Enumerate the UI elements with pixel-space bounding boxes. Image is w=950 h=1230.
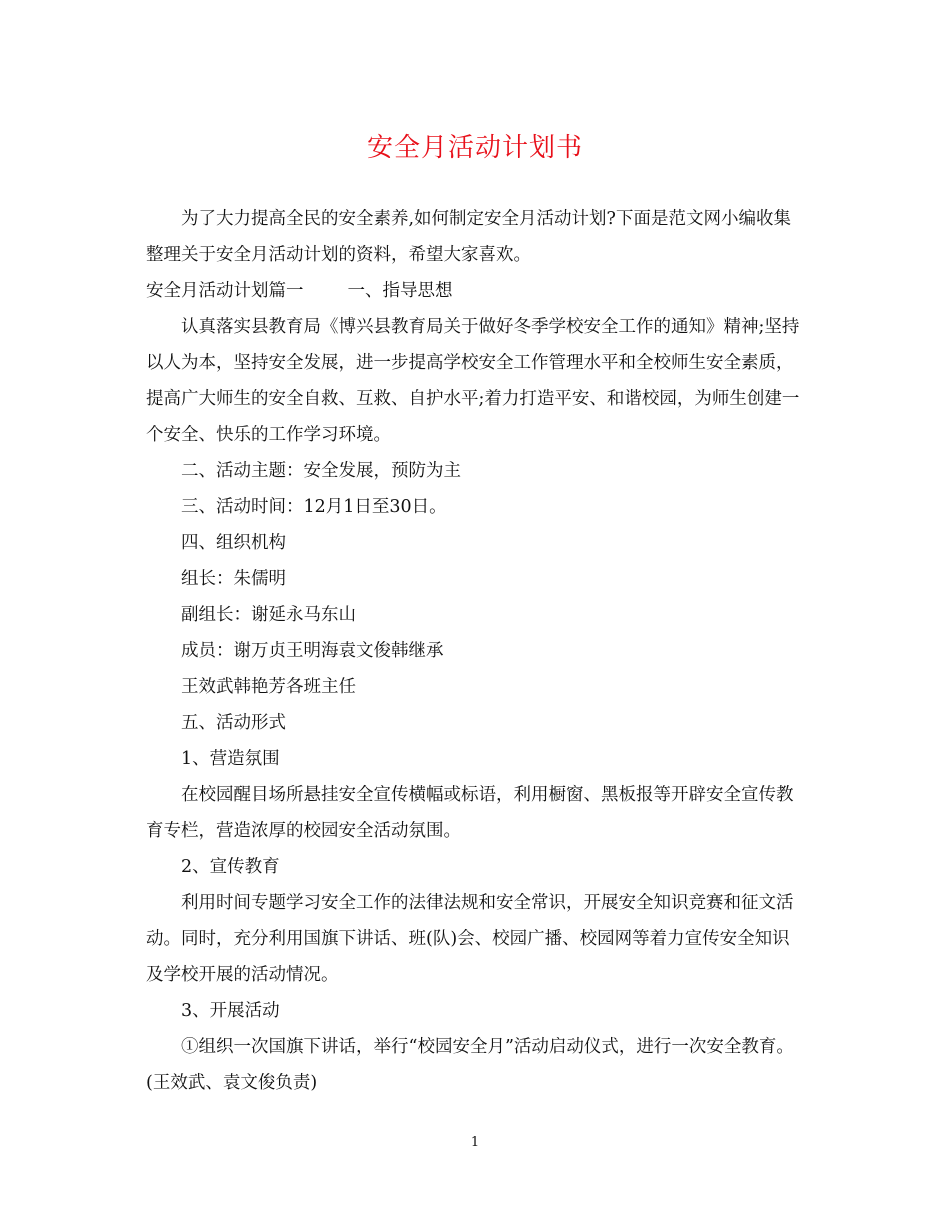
activity-time: 三、活动时间：12月1日至30日。 [181, 497, 447, 517]
group-leader: 组长：朱儒明 [181, 569, 286, 589]
activity-theme: 二、活动主题：安全发展，预防为主 [181, 461, 461, 481]
guiding-paragraph: 认真落实县教育局《博兴县教育局关于做好冬季学校安全工作的通知》精神;坚持以人为本，坚持安全发展，进一步提高学校安全工作管理水平和全校师生安全素质，提高广大师生的安全自救、互救、自护水平;着力打造平安、和谐校园，为师生创建一个安全、快乐的工作学习环境。 [146, 317, 800, 445]
intro-paragraph: 为了大力提高全民的安全素养,如何制定安全月活动计划?下面是范文网小编收集整理关于安全月活动计划的资料，希望大家喜欢。 [146, 209, 791, 265]
section-heading-line [146, 273, 806, 309]
deputy-leader: 副组长：谢延永马东山 [181, 605, 356, 625]
guiding-ideology-heading: 一、指导思想 [347, 281, 453, 301]
education-paragraph: 利用时间专题学习安全工作的法律法规和安全常识，开展安全知识竞赛和征文活动。同时，充分利用国旗下讲话、班(队)会、校园广播、校园网等着力宣传安全知识及学校开展的活动情况。 [146, 893, 794, 985]
members: 成员：谢万贞王明海袁文俊韩继承 [181, 641, 444, 661]
atmosphere-paragraph: 在校园醒目场所悬挂安全宣传横幅或标语，利用橱窗、黑板报等开辟安全宣传教育专栏，营造浓厚的校园安全活动氛围。 [146, 785, 794, 841]
organization-heading: 四、组织机构 [181, 533, 286, 553]
activity-form-heading: 五、活动形式 [181, 713, 286, 733]
activities-heading: 3、开展活动 [181, 1001, 280, 1021]
page-number: 1 [470, 1135, 480, 1150]
atmosphere-heading: 1、营造氛围 [181, 749, 280, 769]
document-title: 安全月活动计划书 [366, 133, 583, 163]
document-body [146, 201, 806, 1101]
members-continued: 王效武韩艳芳各班主任 [181, 677, 356, 697]
activity-item-1: ①组织一次国旗下讲话，举行“校园安全月”活动启动仪式，进行一次安全教育。(王效武、袁文俊负责) [146, 1037, 794, 1093]
plan-part-label: 安全月活动计划篇一 [146, 281, 304, 301]
education-heading: 2、宣传教育 [181, 857, 280, 877]
